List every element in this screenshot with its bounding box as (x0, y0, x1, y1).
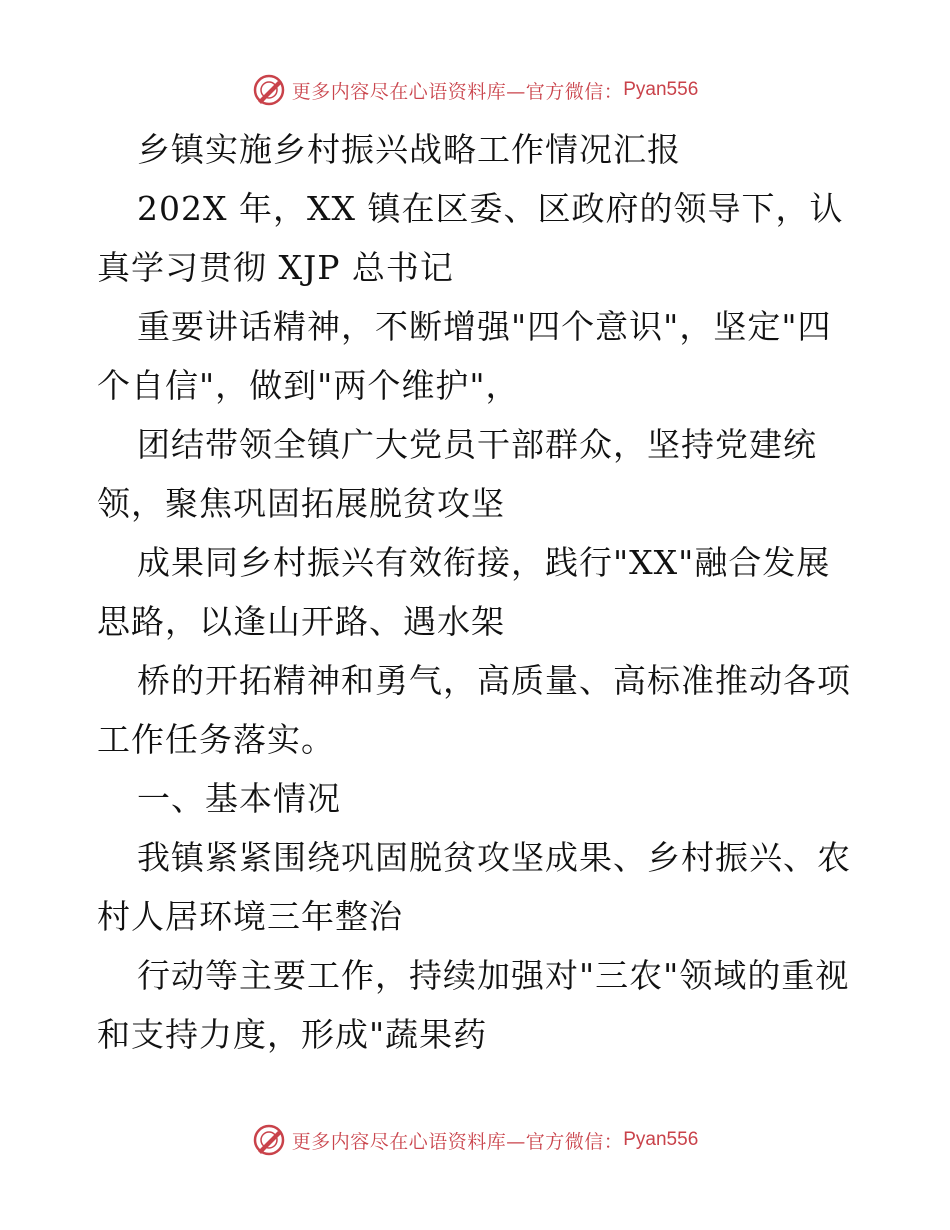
document-title: 乡镇实施乡村振兴战略工作情况汇报 (137, 130, 681, 169)
footer-watermark-banner (0, 1120, 950, 1160)
paragraph: 行动等主要工作，持续加强对"三农"领域的重视和支持力度，形成"蔬果药 (97, 956, 850, 1054)
paragraph: 我镇紧紧围绕巩固脱贫攻坚成果、乡村振兴、农村人居环境三年整治 (97, 838, 851, 936)
brand-logo-icon (252, 1123, 286, 1157)
banner-wechat-id: Pyan556 (623, 79, 699, 100)
document-body (97, 120, 857, 1064)
paragraph: 团结带领全镇广大党员干部群众，坚持党建统领，聚焦巩固拓展脱贫攻坚 (97, 425, 817, 523)
paragraph: 202X 年，XX 镇在区委、区政府的领导下，认真学习贯彻 XJP 总书记 (97, 189, 844, 287)
paragraph: 桥的开拓精神和勇气，高质量、高标准推动各项工作任务落实。 (97, 661, 851, 759)
header-watermark-banner (0, 70, 950, 110)
brand-logo-icon (252, 73, 286, 107)
banner-text: 更多内容尽在心语资料库—官方微信： (291, 1130, 624, 1153)
paragraph: 重要讲话精神，不断增强"四个意识"，坚定"四个自信"，做到"两个维护"， (97, 307, 832, 405)
paragraph: 成果同乡村振兴有效衔接，践行"XX"融合发展思路，以逢山开路、遇水架 (97, 543, 831, 641)
banner-wechat-id: Pyan556 (623, 1129, 699, 1150)
banner-text: 更多内容尽在心语资料库—官方微信： (291, 80, 624, 103)
section-heading: 一、基本情况 (137, 779, 341, 818)
